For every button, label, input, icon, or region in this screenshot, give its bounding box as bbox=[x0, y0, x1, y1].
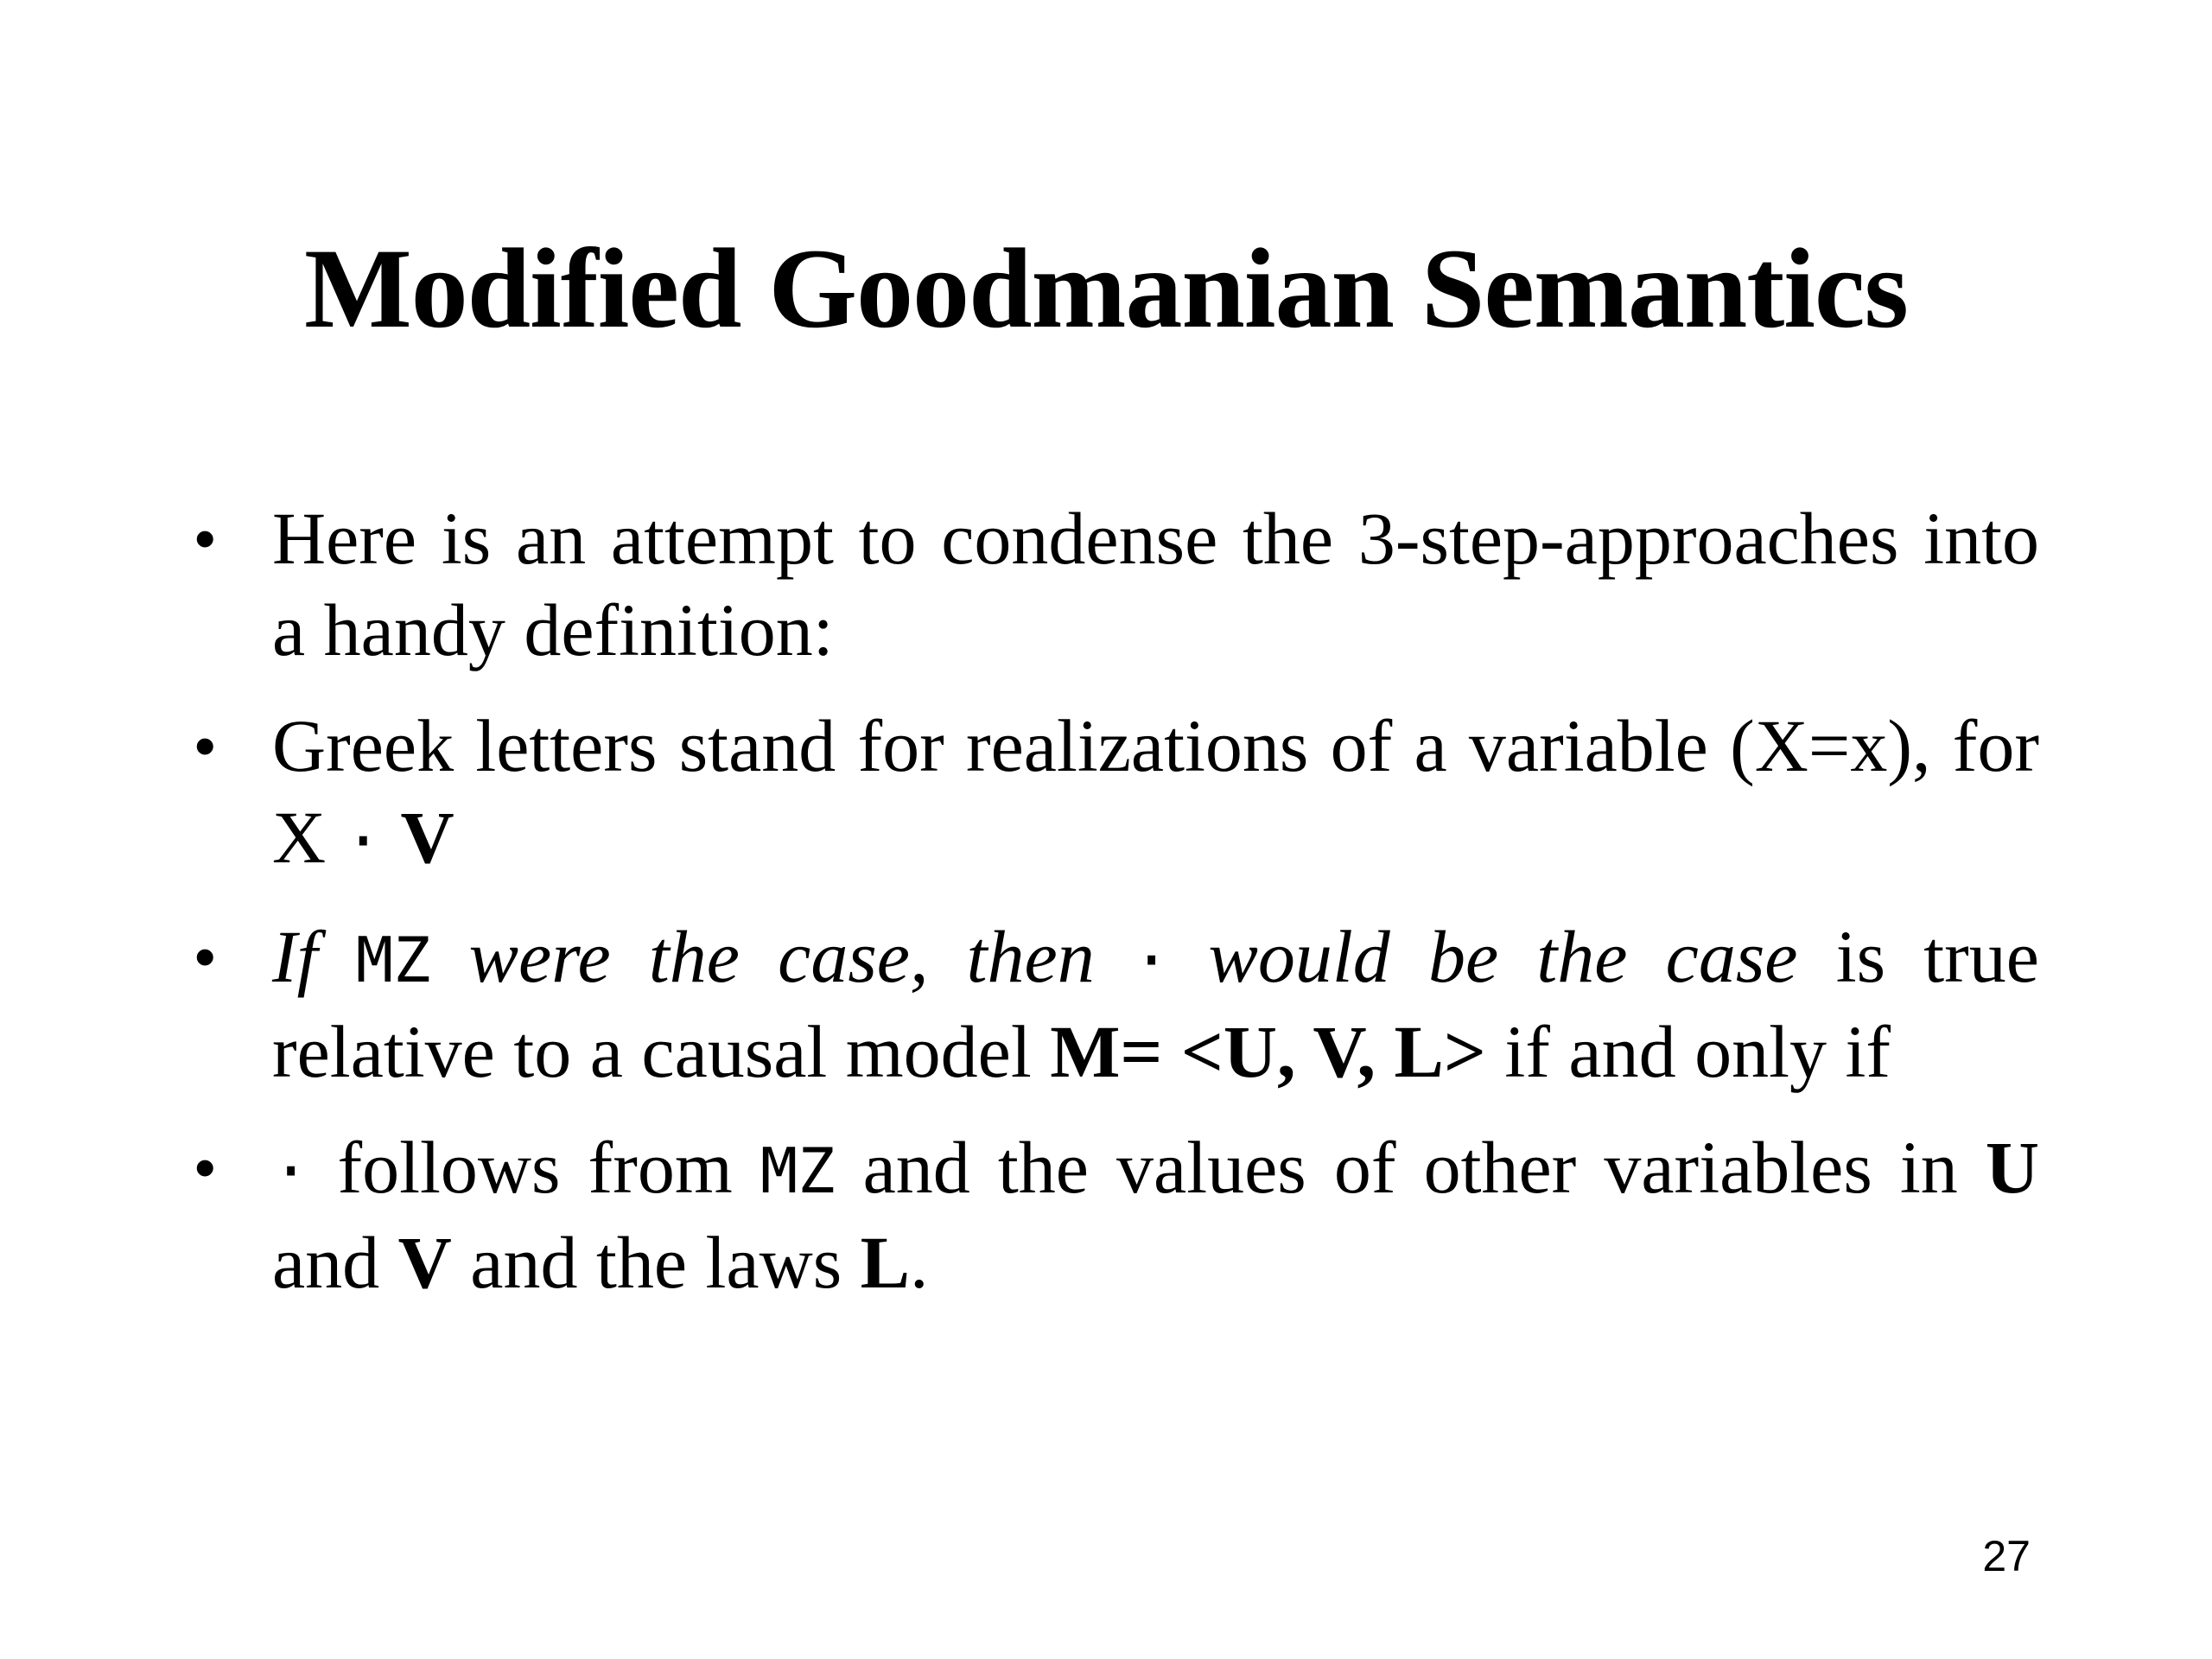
bullet-marker: • bbox=[194, 505, 216, 572]
italic-text: were the case, then bbox=[430, 915, 1133, 998]
italic-text: If bbox=[272, 915, 356, 998]
bullet-text: if and only if bbox=[1485, 1010, 1891, 1093]
bullet-text: Greek letters stand for realizations of a variable (X=x), for X bbox=[272, 704, 2039, 879]
symbol-glyph: · bbox=[1132, 924, 1171, 996]
bullet-text: Here is an attempt to condense the 3-step-approaches into a handy definition: bbox=[272, 497, 2039, 671]
italic-text: would be the case bbox=[1170, 915, 1798, 998]
bullet-text bbox=[382, 796, 401, 879]
slide-title: Modified Goodmanian Semantics bbox=[304, 225, 1908, 352]
bullet-text: and the values of other variables in bbox=[835, 1126, 1986, 1209]
bullet-list bbox=[173, 493, 2039, 1332]
bullet-item bbox=[173, 700, 2039, 887]
bullet-text: follows from bbox=[309, 1126, 760, 1209]
bullet-marker: • bbox=[194, 923, 216, 990]
bullet-text: and bbox=[272, 1221, 398, 1304]
symbol-glyph: MZ bbox=[760, 1135, 836, 1207]
bullet-text: . bbox=[910, 1221, 929, 1304]
symbol-glyph: MZ bbox=[355, 924, 431, 996]
bullet-marker: • bbox=[194, 712, 216, 779]
bold-variable: V bbox=[397, 1221, 452, 1304]
bullet-text: is true relative to a causal model bbox=[272, 915, 2039, 1093]
bullet-item bbox=[173, 493, 2039, 676]
bullet-item bbox=[173, 1122, 2039, 1308]
bold-variable: L bbox=[860, 1221, 911, 1304]
symbol-glyph: · bbox=[272, 1135, 310, 1207]
bold-variable: U bbox=[1985, 1126, 2039, 1209]
bullet-item bbox=[173, 911, 2039, 1097]
bold-variable: V bbox=[400, 796, 454, 879]
bullet-marker: • bbox=[194, 1134, 216, 1201]
bold-model: M= <U, V, L> bbox=[1050, 1010, 1486, 1093]
bullet-text: and the laws bbox=[451, 1221, 861, 1304]
symbol-glyph: · bbox=[344, 804, 382, 877]
page-number: 27 bbox=[1982, 1532, 2031, 1580]
